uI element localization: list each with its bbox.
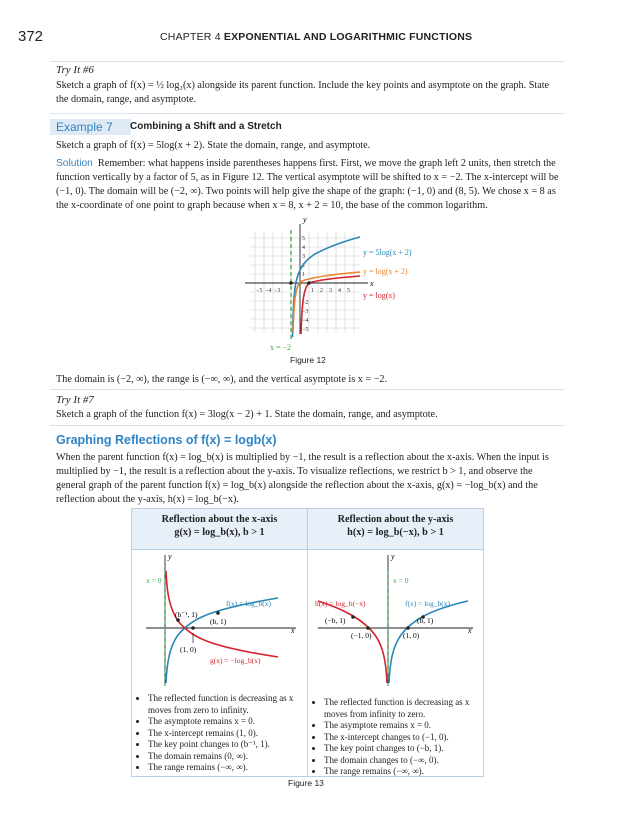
right-title: Reflection about the y-axis	[337, 514, 454, 525]
x-tick-label: 4	[338, 288, 341, 294]
list-item: • The asymptote remains x = 0.	[324, 720, 479, 732]
x-tick-label: 1	[311, 288, 314, 294]
grid	[250, 232, 360, 332]
label-g: g(x) = −log_b(x)	[210, 656, 261, 665]
figure-13-table	[131, 508, 484, 777]
label-point-c: (−1, 0)	[351, 631, 372, 640]
header-divider	[132, 549, 483, 550]
divider	[50, 113, 565, 114]
x-tick-label: 2	[320, 288, 323, 294]
example-tag: Example 7	[50, 119, 131, 135]
y-tick-label: 3	[302, 254, 305, 260]
figure-12-caption: Figure 12	[290, 355, 326, 365]
point-1-0	[307, 281, 311, 285]
label-f: f(x) = log_b(x)	[405, 599, 451, 608]
label-asym: x = 0	[146, 576, 162, 585]
example-title: Combining a Shift and a Stretch	[130, 121, 282, 132]
example-conclusion: The domain is (−2, ∞), the range is (−∞, ∞), and the vertical asymptote is x = −2.	[56, 374, 388, 385]
divider	[50, 425, 565, 426]
svg-text:y: y	[391, 552, 395, 561]
divider	[50, 61, 565, 62]
curve-log-parent	[301, 276, 360, 334]
solution-paragraph	[56, 157, 564, 213]
x-axis-label: x	[370, 279, 374, 288]
curve-f-log	[389, 601, 468, 683]
list-item: • The x-intercept changes to (−1, 0).	[324, 732, 479, 744]
section-heading: Graphing Reflections of f(x) = logb(x)	[56, 433, 277, 447]
point-neg1-0	[289, 281, 293, 285]
y-tick-label: 2	[302, 263, 305, 269]
list-item: • The reflected function is decreasing as x moves from infinity to zero.	[324, 697, 479, 720]
figure-13-caption: Figure 13	[288, 778, 324, 788]
right-subtitle: h(x) = log_b(−x), b > 1	[347, 527, 444, 538]
y-axis-label: y	[303, 215, 307, 224]
list-item: • The key point changes to (−b, 1).	[324, 743, 479, 755]
svg-text:x: x	[291, 626, 295, 635]
list-item: • The range remains (−∞, ∞).	[148, 762, 303, 774]
figure-12-graph	[220, 212, 440, 360]
label-point-b: (b, 1)	[210, 617, 227, 626]
point-b-1	[216, 611, 220, 615]
y-tick-label: 4	[302, 245, 305, 251]
left-bullets	[138, 693, 303, 774]
label-f: f(x) = log_b(x)	[226, 599, 272, 608]
right-reflection-graph	[313, 551, 478, 691]
point-1-0	[406, 626, 410, 630]
divider	[50, 389, 565, 390]
y-tick-label: −3	[302, 309, 309, 315]
point-1-0	[191, 626, 195, 630]
chapter-title: EXPONENTIAL AND LOGARITHMIC FUNCTIONS	[223, 31, 473, 43]
reflections-paragraph: When the parent function f(x) = log_b(x) is multiplied by −1, the result is a reflection about the x-axis. When the input is multiplied by −1, the result is a reflection about the y-axis. To visualize reflections, we restrict b > 1, and observe the general graph of the parent function f(x) = log_b(x) alongside the reflection about the x-axis, g(x) = −log_b(x) and the reflection about the y-axis, h(x) = log_b(−x).	[56, 452, 549, 505]
label-asym: x = 0	[393, 576, 409, 585]
left-reflection-graph	[138, 551, 303, 691]
x-tick-label: −4	[265, 288, 272, 294]
point-negb-1	[351, 615, 355, 619]
label-5log: y = 5log(x + 2)	[363, 248, 412, 257]
curve-h-log-neg	[318, 601, 387, 683]
left-title: Reflection about the x-axis	[161, 514, 278, 525]
x-tick-label: −5	[256, 288, 263, 294]
label-log-parent: y = log(x)	[363, 291, 396, 300]
label-h: h(x) = log_b(−x)	[315, 599, 366, 608]
y-tick-label: 5	[302, 236, 305, 242]
x-tick-label: −3	[274, 288, 281, 294]
x-tick-label: 3	[329, 288, 332, 294]
left-subtitle: g(x) = log_b(x), b > 1	[174, 527, 265, 538]
y-tick-label: 1	[302, 272, 305, 278]
y-tick-label: −2	[302, 300, 309, 306]
list-item: • The asymptote remains x = 0.	[148, 716, 303, 728]
label-point-d: (1, 0)	[403, 631, 420, 640]
list-item: • The key point changes to (b⁻¹, 1).	[148, 739, 303, 751]
svg-text:x: x	[468, 626, 472, 635]
right-column-header	[308, 509, 483, 549]
label-point-c: (1, 0)	[180, 645, 197, 654]
chapter-header	[160, 31, 472, 43]
page-number: 372	[18, 28, 44, 45]
solution-text: Remember: what happens inside parentheses happens first. First, we move the graph left 2 units, then stretch the function vertically by a factor of 5, as in Figure 12. The vertical asymptote will be shifted to x = −2. The x-intercept will be (−1, 0). The domain will be (−2, ∞). Two points will help give the shape of the graph: (−1, 0) and (8, 5). We chose x = 8 as the x-coordinate of one point to graph because when x = 8, x + 2 = 10, the base of the common logarithm.	[56, 158, 559, 211]
list-item: • The domain changes to (−∞, 0).	[324, 755, 479, 767]
point-neg1-0	[366, 626, 370, 630]
label-point-b: (b, 1)	[417, 616, 434, 625]
list-item: • The x-intercept remains (1, 0).	[148, 728, 303, 740]
right-bullets	[314, 697, 479, 778]
list-item: • The range remains (−∞, ∞).	[324, 766, 479, 778]
label-point-a: (b⁻¹, 1)	[175, 610, 198, 619]
label-log-shift: y = log(x + 2)	[363, 267, 408, 276]
y-tick-label: −4	[302, 318, 309, 324]
chapter-label: CHAPTER 4	[160, 31, 221, 43]
y-tick-label: −5	[302, 327, 309, 333]
try-it-7-label: Try It #7	[56, 394, 94, 406]
example-prompt: Sketch a graph of f(x) = 5log(x + 2). State the domain, range, and asymptote.	[56, 140, 371, 151]
label-asymptote: x = −2	[270, 343, 292, 352]
x-tick-label: 5	[347, 288, 350, 294]
try-it-6-label: Try It #6	[56, 64, 94, 76]
list-item: • The domain remains (0, ∞).	[148, 751, 303, 763]
try-it-7-text: Sketch a graph of the function f(x) = 3log(x − 2) + 1. State the domain, range, and asymptote.	[56, 409, 438, 420]
solution-label: Solution	[56, 158, 93, 169]
label-point-a: (−b, 1)	[325, 616, 346, 625]
left-column-header	[132, 509, 307, 549]
list-item: • The reflected function is decreasing as x moves from zero to infinity.	[148, 693, 303, 716]
svg-text:y: y	[168, 552, 172, 561]
try-it-6-text: Sketch a graph of f(x) = ½ log₃(x) alongside its parent function. Include the key points and asymptote on the graph. State the domain, range, and asymptote.	[56, 80, 550, 105]
